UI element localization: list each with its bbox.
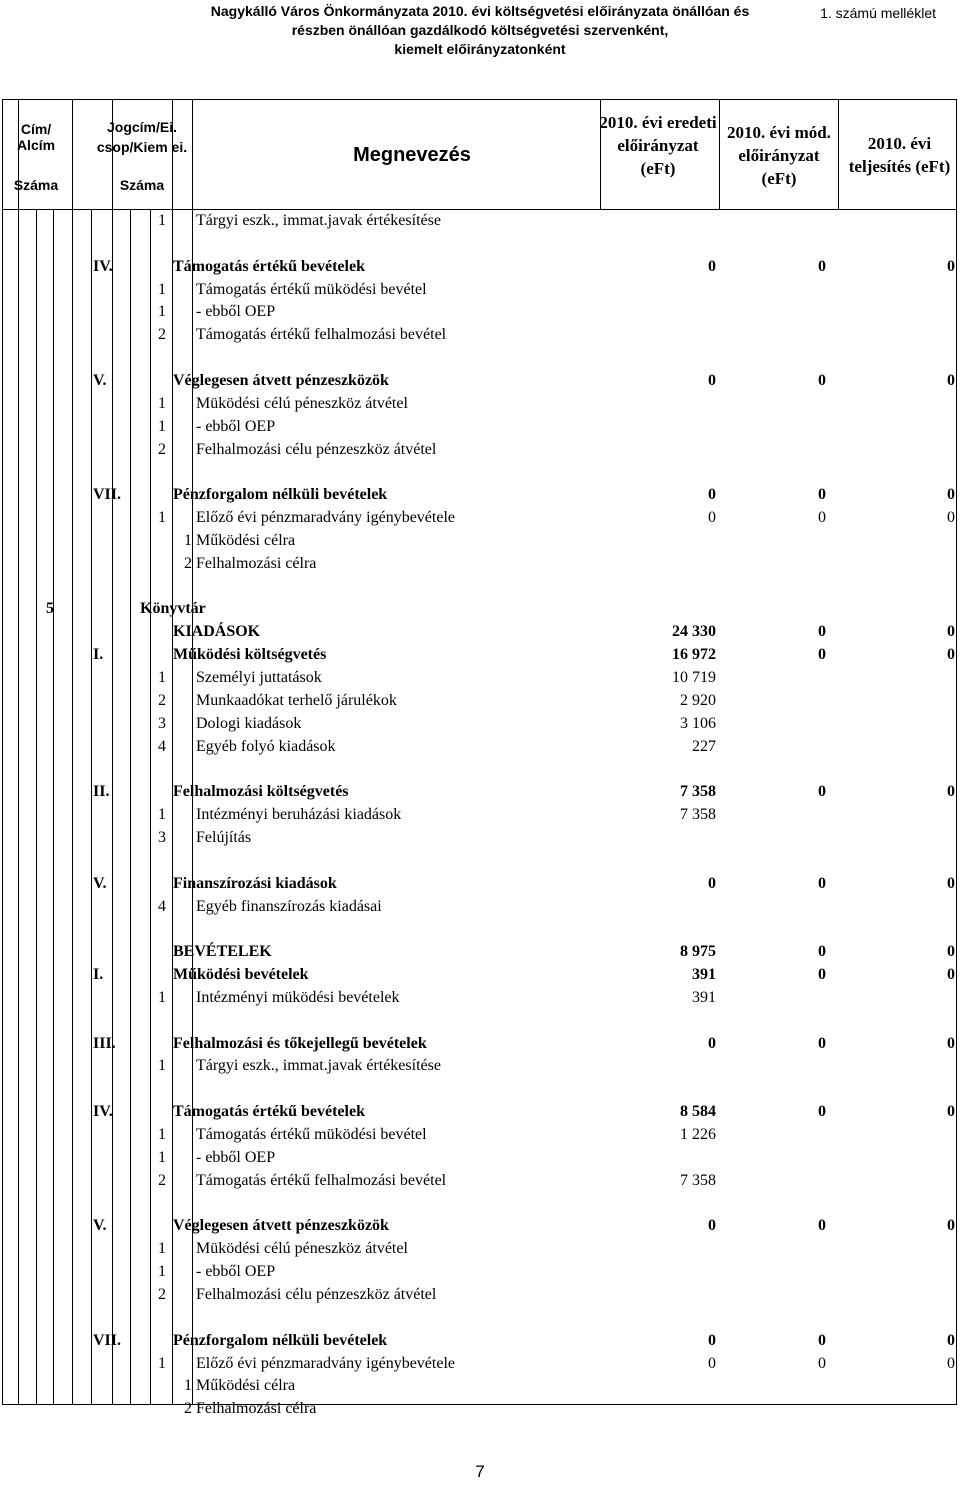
value-eredeti: 16 972 <box>672 646 716 664</box>
section-number: VII. <box>93 1331 122 1349</box>
table-row <box>0 1055 960 1077</box>
item-code: 2 <box>158 691 166 709</box>
title-line: részben önállóan gazdálkodó költségvetési szervenként, <box>291 22 669 38</box>
col-modositott: 2010. évi mód. előirányzat (eFt) <box>727 123 831 188</box>
table-row <box>0 461 960 483</box>
item-name: Felhalmozási költségvetés <box>173 783 349 801</box>
item-name: Felhalmozási célra <box>196 1400 317 1418</box>
section-number: V. <box>93 874 107 892</box>
table-row <box>0 918 960 940</box>
value-modositott: 0 <box>818 1103 826 1121</box>
table-row <box>0 598 960 620</box>
item-name: Egyéb folyó kiadások <box>196 737 336 755</box>
section-number: I. <box>93 646 104 664</box>
item-name: Működési célra <box>196 531 296 549</box>
item-code: 1 <box>158 280 166 298</box>
table-row <box>0 1398 960 1420</box>
value-eredeti: 227 <box>692 737 716 755</box>
section-number: I. <box>93 966 104 984</box>
item-code: 1 <box>158 417 166 435</box>
item-code: 2 <box>158 326 166 344</box>
value-modositott: 0 <box>818 1034 826 1052</box>
value-teljesites: 0 <box>947 783 955 801</box>
value-modositott: 0 <box>818 509 826 527</box>
value-modositott: 0 <box>818 257 826 275</box>
cim-number: 5 <box>46 600 54 618</box>
table-row <box>0 576 960 598</box>
value-teljesites: 0 <box>947 623 955 641</box>
value-eredeti: 24 330 <box>672 623 716 641</box>
title-line: Nagykálló Város Önkormányzata 2010. évi költségvetési előirányzata önállóan és <box>210 3 750 19</box>
value-teljesites: 0 <box>947 966 955 984</box>
value-eredeti: 0 <box>708 509 716 527</box>
table-row <box>0 873 960 895</box>
item-code: 3 <box>158 828 166 846</box>
value-eredeti: 10 719 <box>672 669 716 686</box>
value-teljesites: 0 <box>947 1217 955 1235</box>
item-code: 1 <box>158 1057 166 1075</box>
item-code: 1 <box>158 806 166 824</box>
table-row <box>0 370 960 392</box>
table-row <box>0 827 960 849</box>
section-number: IV. <box>93 257 113 275</box>
item-name: - ebből OEP <box>196 1263 276 1281</box>
table-row <box>0 736 960 758</box>
item-code: 2 <box>158 1285 166 1303</box>
table-row <box>0 964 960 986</box>
table-row <box>0 210 960 232</box>
table-row <box>0 1330 960 1352</box>
item-name: Pénzforgalom nélküli bevételek <box>173 486 388 504</box>
table-row <box>0 1170 960 1192</box>
table-row <box>0 690 960 712</box>
item-code: 1 <box>158 212 166 229</box>
value-modositott: 0 <box>818 646 826 664</box>
item-code: 1 <box>184 1377 192 1395</box>
value-eredeti: 0 <box>708 486 716 504</box>
value-modositott: 0 <box>818 371 826 389</box>
item-name: Müködési célú péneszköz átvétel <box>196 1240 408 1258</box>
value-eredeti: 2 920 <box>680 691 716 709</box>
col-jogcim-szama: Száma <box>119 177 165 193</box>
value-modositott: 0 <box>818 874 826 892</box>
value-modositott: 0 <box>818 783 826 801</box>
table-row <box>0 233 960 255</box>
item-name: Finanszírozási kiadások <box>173 874 337 892</box>
item-code: 1 <box>158 509 166 527</box>
table-row <box>0 1101 960 1123</box>
col-divider <box>838 99 839 210</box>
col-divider <box>600 99 601 210</box>
col-divider <box>18 99 19 210</box>
item-name: Tárgyi eszk., immat.javak értékesítése <box>196 1057 441 1075</box>
table-row <box>0 1375 960 1397</box>
table-row <box>0 347 960 369</box>
table-row <box>0 941 960 963</box>
item-name: Felhalmozási célu pénzeszköz átvétel <box>196 1285 437 1303</box>
col-teljesites: 2010. évi teljesítés (eFt) <box>848 134 951 176</box>
value-teljesites: 0 <box>947 486 955 504</box>
item-code: 4 <box>158 737 166 755</box>
value-modositott: 0 <box>818 966 826 984</box>
item-name: - ebből OEP <box>196 303 276 321</box>
item-name: - ebből OEP <box>196 1148 276 1166</box>
item-name: Működési célra <box>196 1377 296 1395</box>
item-name: Munkaadókat terhelő járulékok <box>196 691 397 709</box>
item-name: Működési költségvetés <box>173 646 327 664</box>
item-name: Könyvtár <box>140 600 206 618</box>
table-row <box>0 256 960 278</box>
item-name: Intézményi müködési bevételek <box>196 988 400 1006</box>
item-code: 3 <box>158 714 166 732</box>
table-row <box>0 393 960 415</box>
table-row <box>0 1124 960 1146</box>
item-code: 1 <box>158 988 166 1006</box>
value-modositott: 0 <box>818 486 826 504</box>
section-number: VII. <box>93 486 122 504</box>
table-row <box>0 1078 960 1100</box>
value-eredeti: 7 358 <box>680 783 716 801</box>
value-eredeti: 391 <box>692 988 716 1006</box>
value-eredeti: 391 <box>692 966 716 984</box>
value-teljesites: 0 <box>947 874 955 892</box>
value-eredeti: 0 <box>708 1034 716 1052</box>
table-row <box>0 416 960 438</box>
table-row <box>0 1261 960 1283</box>
table-row <box>0 667 960 689</box>
table-row <box>0 439 960 461</box>
value-teljesites: 0 <box>947 646 955 664</box>
item-name: Felhalmozási célra <box>196 554 317 572</box>
title-line: kiemelt előirányzatonként <box>394 41 566 57</box>
item-name: Támogatás értékű müködési bevétel <box>196 1126 427 1143</box>
value-teljesites: 0 <box>947 943 955 961</box>
col-cim-szama: Száma <box>13 177 59 193</box>
item-name: Felhalmozási célu pénzeszköz átvétel <box>196 440 437 458</box>
table-row <box>0 1353 960 1375</box>
item-code: 1 <box>158 669 166 686</box>
table-row <box>0 1284 960 1306</box>
value-eredeti: 3 106 <box>680 714 716 732</box>
table-row <box>0 896 960 918</box>
item-name: Támogatás értékű felhalmozási bevétel <box>196 326 447 344</box>
page-number: 7 <box>475 1462 485 1481</box>
item-name: BEVÉTELEK <box>173 943 272 961</box>
table-row <box>0 530 960 552</box>
item-code: 1 <box>158 1263 166 1281</box>
value-teljesites: 0 <box>947 509 955 527</box>
value-eredeti: 7 358 <box>680 1171 716 1189</box>
table-row <box>0 1010 960 1032</box>
item-name: Véglegesen átvett pénzeszközök <box>173 371 389 389</box>
table-row <box>0 1307 960 1329</box>
value-teljesites: 0 <box>947 1331 955 1349</box>
value-modositott: 0 <box>818 1217 826 1235</box>
annex-label: 1. számú melléklet <box>820 5 936 21</box>
table-row <box>0 1147 960 1169</box>
col-divider <box>719 99 720 210</box>
item-name: Egyéb finanszírozás kiadásai <box>196 897 382 915</box>
value-eredeti: 0 <box>708 874 716 892</box>
value-eredeti: 0 <box>708 1354 716 1372</box>
col-jogcim: Jogcím/Ei. csop/Kiem ei. <box>96 119 188 155</box>
table-row <box>0 1238 960 1260</box>
item-name: Pénzforgalom nélküli bevételek <box>173 1331 388 1349</box>
value-eredeti: 8 975 <box>680 943 716 961</box>
item-name: Dologi kiadások <box>196 714 302 732</box>
table-row <box>0 987 960 1009</box>
value-eredeti: 1 226 <box>680 1126 716 1143</box>
item-code: 1 <box>184 531 192 549</box>
table-row <box>0 1193 960 1215</box>
table-row <box>0 301 960 323</box>
document-title <box>180 2 780 59</box>
col-eredeti: 2010. évi eredeti előirányzat (eFt) <box>599 113 717 178</box>
section-number: V. <box>93 371 107 389</box>
item-code: 1 <box>158 1126 166 1143</box>
value-teljesites: 0 <box>947 1354 955 1372</box>
value-teljesites: 0 <box>947 1034 955 1052</box>
section-number: III. <box>93 1034 116 1052</box>
value-eredeti: 0 <box>708 1217 716 1235</box>
table-row <box>0 781 960 803</box>
item-name: Támogatás értékű müködési bevétel <box>196 280 427 298</box>
item-code: 1 <box>158 303 166 321</box>
item-name: Felújítás <box>196 828 252 846</box>
item-name: Intézményi beruházási kiadások <box>196 806 402 824</box>
item-name: Tárgyi eszk., immat.javak értékesítése <box>196 212 441 229</box>
value-eredeti: 8 584 <box>680 1103 716 1121</box>
item-code: 1 <box>158 394 166 412</box>
table-row <box>0 553 960 575</box>
item-name: Támogatás értékű bevételek <box>173 257 365 275</box>
table-row <box>0 644 960 666</box>
value-modositott: 0 <box>818 1331 826 1349</box>
value-teljesites: 0 <box>947 1103 955 1121</box>
item-name: Működési bevételek <box>173 966 309 984</box>
item-name: Személyi juttatások <box>196 669 322 686</box>
table-row <box>0 507 960 529</box>
value-eredeti: 7 358 <box>680 806 716 824</box>
value-modositott: 0 <box>818 1354 826 1372</box>
table-row <box>0 324 960 346</box>
item-code: 2 <box>158 1171 166 1189</box>
value-modositott: 0 <box>818 623 826 641</box>
table-row <box>0 279 960 301</box>
table-row <box>0 713 960 735</box>
value-eredeti: 0 <box>708 1331 716 1349</box>
value-modositott: 0 <box>818 943 826 961</box>
table-row <box>0 484 960 506</box>
table-row <box>0 850 960 872</box>
value-eredeti: 0 <box>708 257 716 275</box>
table-row <box>0 1215 960 1237</box>
item-name: Előző évi pénzmaradvány igénybevétele <box>196 509 455 527</box>
item-name: Müködési célú péneszköz átvétel <box>196 394 408 412</box>
col-megnevezes: Megnevezés <box>353 144 471 166</box>
item-code: 2 <box>184 554 192 572</box>
item-name: Felhalmozási és tőkejellegű bevételek <box>173 1034 427 1052</box>
item-code: 4 <box>158 897 166 915</box>
value-teljesites: 0 <box>947 371 955 389</box>
col-cim-alcim: Cím/ Alcím <box>16 121 56 153</box>
section-number: IV. <box>93 1103 113 1121</box>
value-teljesites: 0 <box>947 257 955 275</box>
item-code: 1 <box>158 1354 166 1372</box>
item-code: 1 <box>158 1148 166 1166</box>
item-code: 2 <box>184 1400 192 1418</box>
item-code: 1 <box>158 1240 166 1258</box>
item-name: Támogatás értékű bevételek <box>173 1103 365 1121</box>
item-name: Támogatás értékű felhalmozási bevétel <box>196 1171 447 1189</box>
table-header <box>2 99 957 210</box>
value-eredeti: 0 <box>708 371 716 389</box>
section-number: II. <box>93 783 110 801</box>
section-number: V. <box>93 1217 107 1235</box>
table-row <box>0 621 960 643</box>
table-row <box>0 758 960 780</box>
item-name: Előző évi pénzmaradvány igénybevétele <box>196 1354 455 1372</box>
item-name: - ebből OEP <box>196 417 276 435</box>
item-name: KIADÁSOK <box>173 623 261 641</box>
table-row <box>0 1033 960 1055</box>
item-code: 2 <box>158 440 166 458</box>
item-name: Véglegesen átvett pénzeszközök <box>173 1217 389 1235</box>
table-row <box>0 804 960 826</box>
